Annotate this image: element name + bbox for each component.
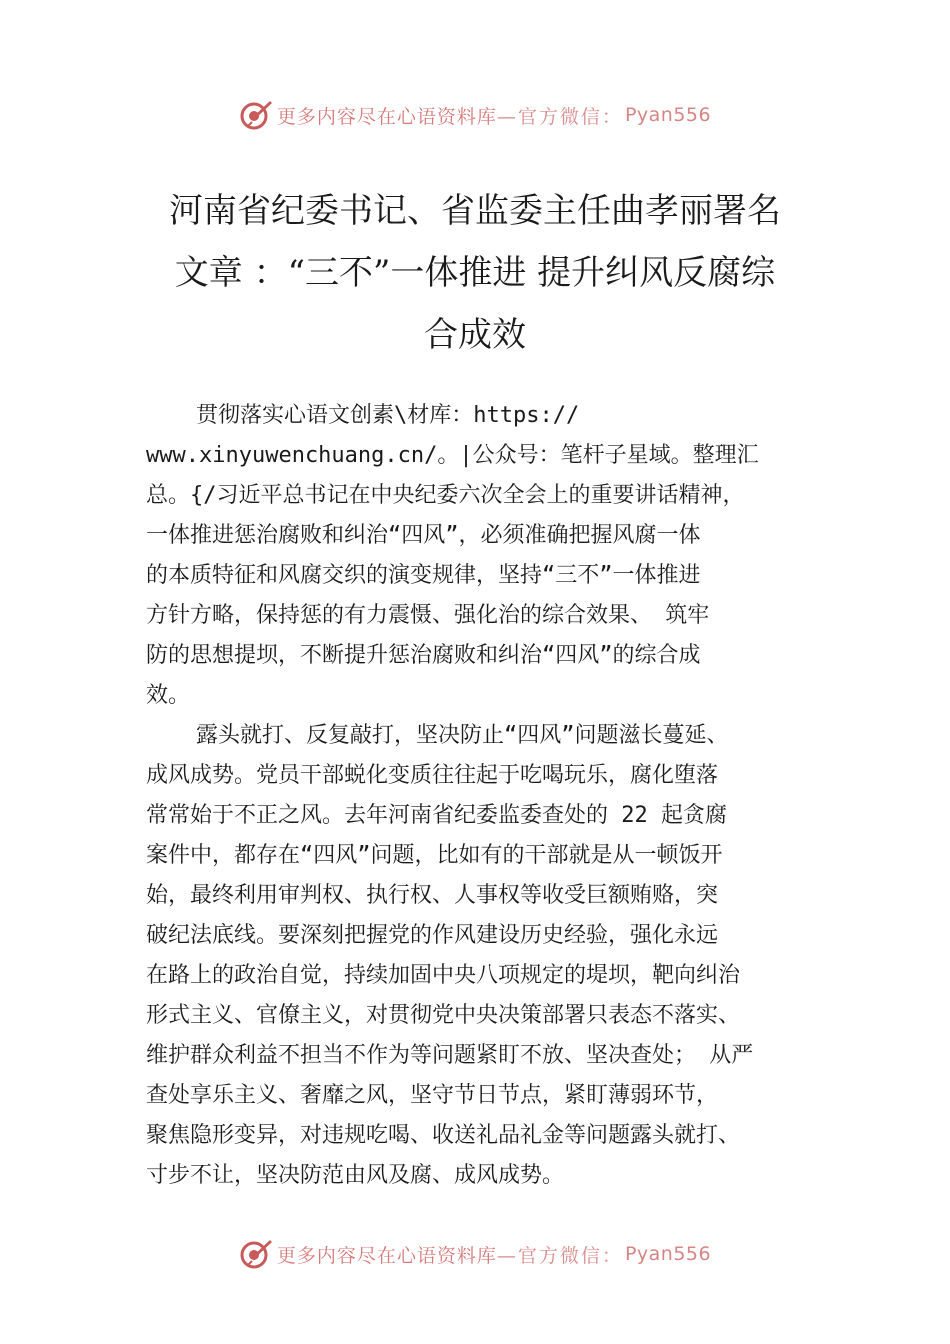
body-line: 的本质特征和风腐交织的演变规律，坚持“三不”一体推进: [146, 563, 701, 588]
body-line: 寸步不让，坚决防范由风及腐、成风成势。: [146, 1163, 565, 1188]
body-line: 破纪法底线。要深刻把握党的作风建设历史经验，强化永远: [146, 923, 719, 948]
banner-text: 更多内容尽在心语资料库: [276, 1244, 497, 1267]
body-line: 总。{/习近平总书记在中央纪委六次全会上的重要讲话精神，: [146, 483, 745, 508]
body-line: www.xinyuwenchuang.cn/。|公众号：笔杆子星域。整理汇: [146, 443, 759, 468]
body-line: 露头就打、反复敲打，坚决防止“四风”问题滋长蔓延、: [196, 723, 729, 748]
body-line: 效。: [146, 683, 191, 708]
body-line: 案件中，都存在“四风”问题，比如有的干部就是从一顿饭开: [146, 843, 723, 868]
banner-wechat-label: —官方微信：: [496, 1244, 623, 1267]
title-line: 河南省纪委书记、省监委主任曲孝丽署名: [169, 191, 781, 231]
document-title: [120, 180, 830, 366]
body-line: 贯彻落实心语文创素\材库：https://: [196, 403, 580, 428]
header-banner: [0, 95, 950, 135]
quill-logo-icon: [239, 98, 275, 132]
body-line: 方针方略，保持惩的有力震慑、强化治的综合效果、 筑牢: [146, 603, 710, 628]
body-line: 始，最终利用审判权、执行权、人事权等收受巨额贿赂，突: [146, 883, 719, 908]
banner-text: 更多内容尽在心语资料库: [276, 105, 497, 128]
body-line: 常常始于不正之风。去年河南省纪委监委查处的 22 起贪腐: [146, 803, 727, 828]
body-line: 成风成势。党员干部蜕化变质往往起于吃喝玩乐，腐化堕落: [146, 763, 719, 788]
quill-logo-icon: [239, 1237, 275, 1271]
body-line: 维护群众利益不担当不作为等问题紧盯不放、坚决查处； 从严: [146, 1043, 754, 1068]
title-line: 文章 ：“三不”一体推进 提升纠风反腐综: [174, 253, 776, 293]
footer-banner: [0, 1234, 950, 1274]
body-line: 在路上的政治自觉，持续加固中央八项规定的堤坝，靶向纠治: [146, 963, 741, 988]
body-line: 一体推进惩治腐败和纠治“四风”，必须准确把握风腐一体: [146, 523, 701, 548]
body-line: 防的思想提坝，不断提升惩治腐败和纠治“四风”的综合成: [146, 643, 701, 668]
banner-wechat-label: —官方微信：: [496, 105, 623, 128]
title-line: 合成效: [424, 315, 526, 355]
body-line: 查处享乐主义、奢靡之风，坚守节日节点，紧盯薄弱环节，: [146, 1083, 719, 1108]
body-line: 聚焦隐形变异，对违规吃喝、收送礼品礼金等问题露头就打、: [146, 1123, 741, 1148]
banner-wechat-id: Pyan556: [624, 1243, 712, 1265]
banner-wechat-id: Pyan556: [624, 104, 712, 126]
document-body: [146, 396, 826, 1196]
body-line: 形式主义、官僚主义，对贯彻党中央决策部署只表态不落实、: [146, 1003, 741, 1028]
